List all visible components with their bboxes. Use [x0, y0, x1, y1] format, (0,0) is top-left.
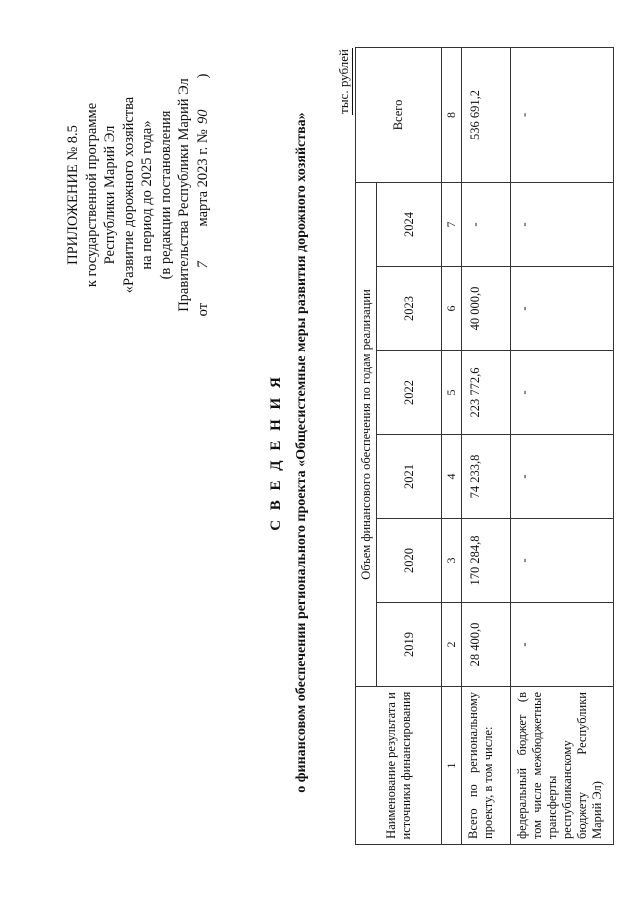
row-value: 28 400,0	[462, 603, 511, 687]
units-label: тыс. рублей	[336, 49, 351, 114]
date-day: 7	[194, 261, 211, 269]
header-total-cell: Всего	[356, 47, 442, 182]
row-value: -	[511, 351, 614, 435]
year-cell: 2024	[377, 182, 442, 266]
table-row	[511, 47, 614, 844]
year-cell: 2019	[377, 603, 442, 687]
column-number-row	[442, 47, 462, 844]
appendix-date-line	[194, 45, 213, 345]
table-row	[462, 47, 511, 844]
header-name-cell: Наименование результата и источники финансирования	[356, 687, 442, 845]
row-value: 74 233,8	[462, 435, 511, 519]
appendix-line: Республики Марий Эл	[102, 125, 118, 265]
row-value: 536 691,2	[462, 47, 511, 182]
appendix-line: на период до 2025 года»	[139, 120, 155, 270]
appendix-heading: ПРИЛОЖЕНИЕ № 8.5	[65, 125, 81, 265]
document-title: С В Е Д Е Н И Я	[268, 374, 284, 531]
row-value: -	[511, 267, 614, 351]
column-number: 1	[442, 687, 462, 845]
column-number: 3	[442, 519, 462, 603]
date-month-year: марта 2023 г. №	[194, 129, 211, 227]
financing-table	[355, 47, 614, 845]
date-prefix: от	[194, 303, 211, 317]
year-cell: 2021	[377, 435, 442, 519]
row-name: федеральный бюджет (в том числе межбюджетные трансферты республиканскому бюджету Республики Марий Эл)	[511, 687, 614, 845]
row-name: Всего по региональному проекту, в том числе:	[462, 687, 511, 845]
row-value: -	[511, 435, 614, 519]
column-number: 8	[442, 47, 462, 182]
appendix-block	[64, 45, 212, 345]
row-value: -	[511, 603, 614, 687]
appendix-line: «Развитие дорожного хозяйства	[120, 96, 137, 294]
appendix-line: к государственной программе	[83, 102, 100, 288]
year-cell: 2022	[377, 351, 442, 435]
row-value: -	[511, 519, 614, 603]
document-subtitle: о финансовом обеспечении регионального проекта «Общесистемные меры развития дорожного хозяйства»	[294, 112, 309, 793]
column-number: 2	[442, 603, 462, 687]
header-row	[356, 47, 377, 844]
row-value: -	[462, 182, 511, 266]
row-value: 40 000,0	[462, 267, 511, 351]
row-value: 170 284,8	[462, 519, 511, 603]
appendix-line: Правительства Республики Марий Эл	[176, 78, 192, 312]
column-number: 7	[442, 182, 462, 266]
date-suffix: )	[194, 73, 211, 79]
column-number: 6	[442, 267, 462, 351]
year-cell: 2023	[377, 267, 442, 351]
column-number: 4	[442, 435, 462, 519]
row-value: -	[511, 182, 614, 266]
appendix-line: (в редакции постановления	[157, 110, 174, 280]
column-number: 5	[442, 351, 462, 435]
row-value: 223 772,6	[462, 351, 511, 435]
year-cell: 2020	[377, 519, 442, 603]
row-value: -	[511, 47, 614, 182]
header-group-cell: Объем финансового обеспечения по годам реализации	[356, 182, 377, 686]
date-number: 90	[194, 109, 211, 124]
